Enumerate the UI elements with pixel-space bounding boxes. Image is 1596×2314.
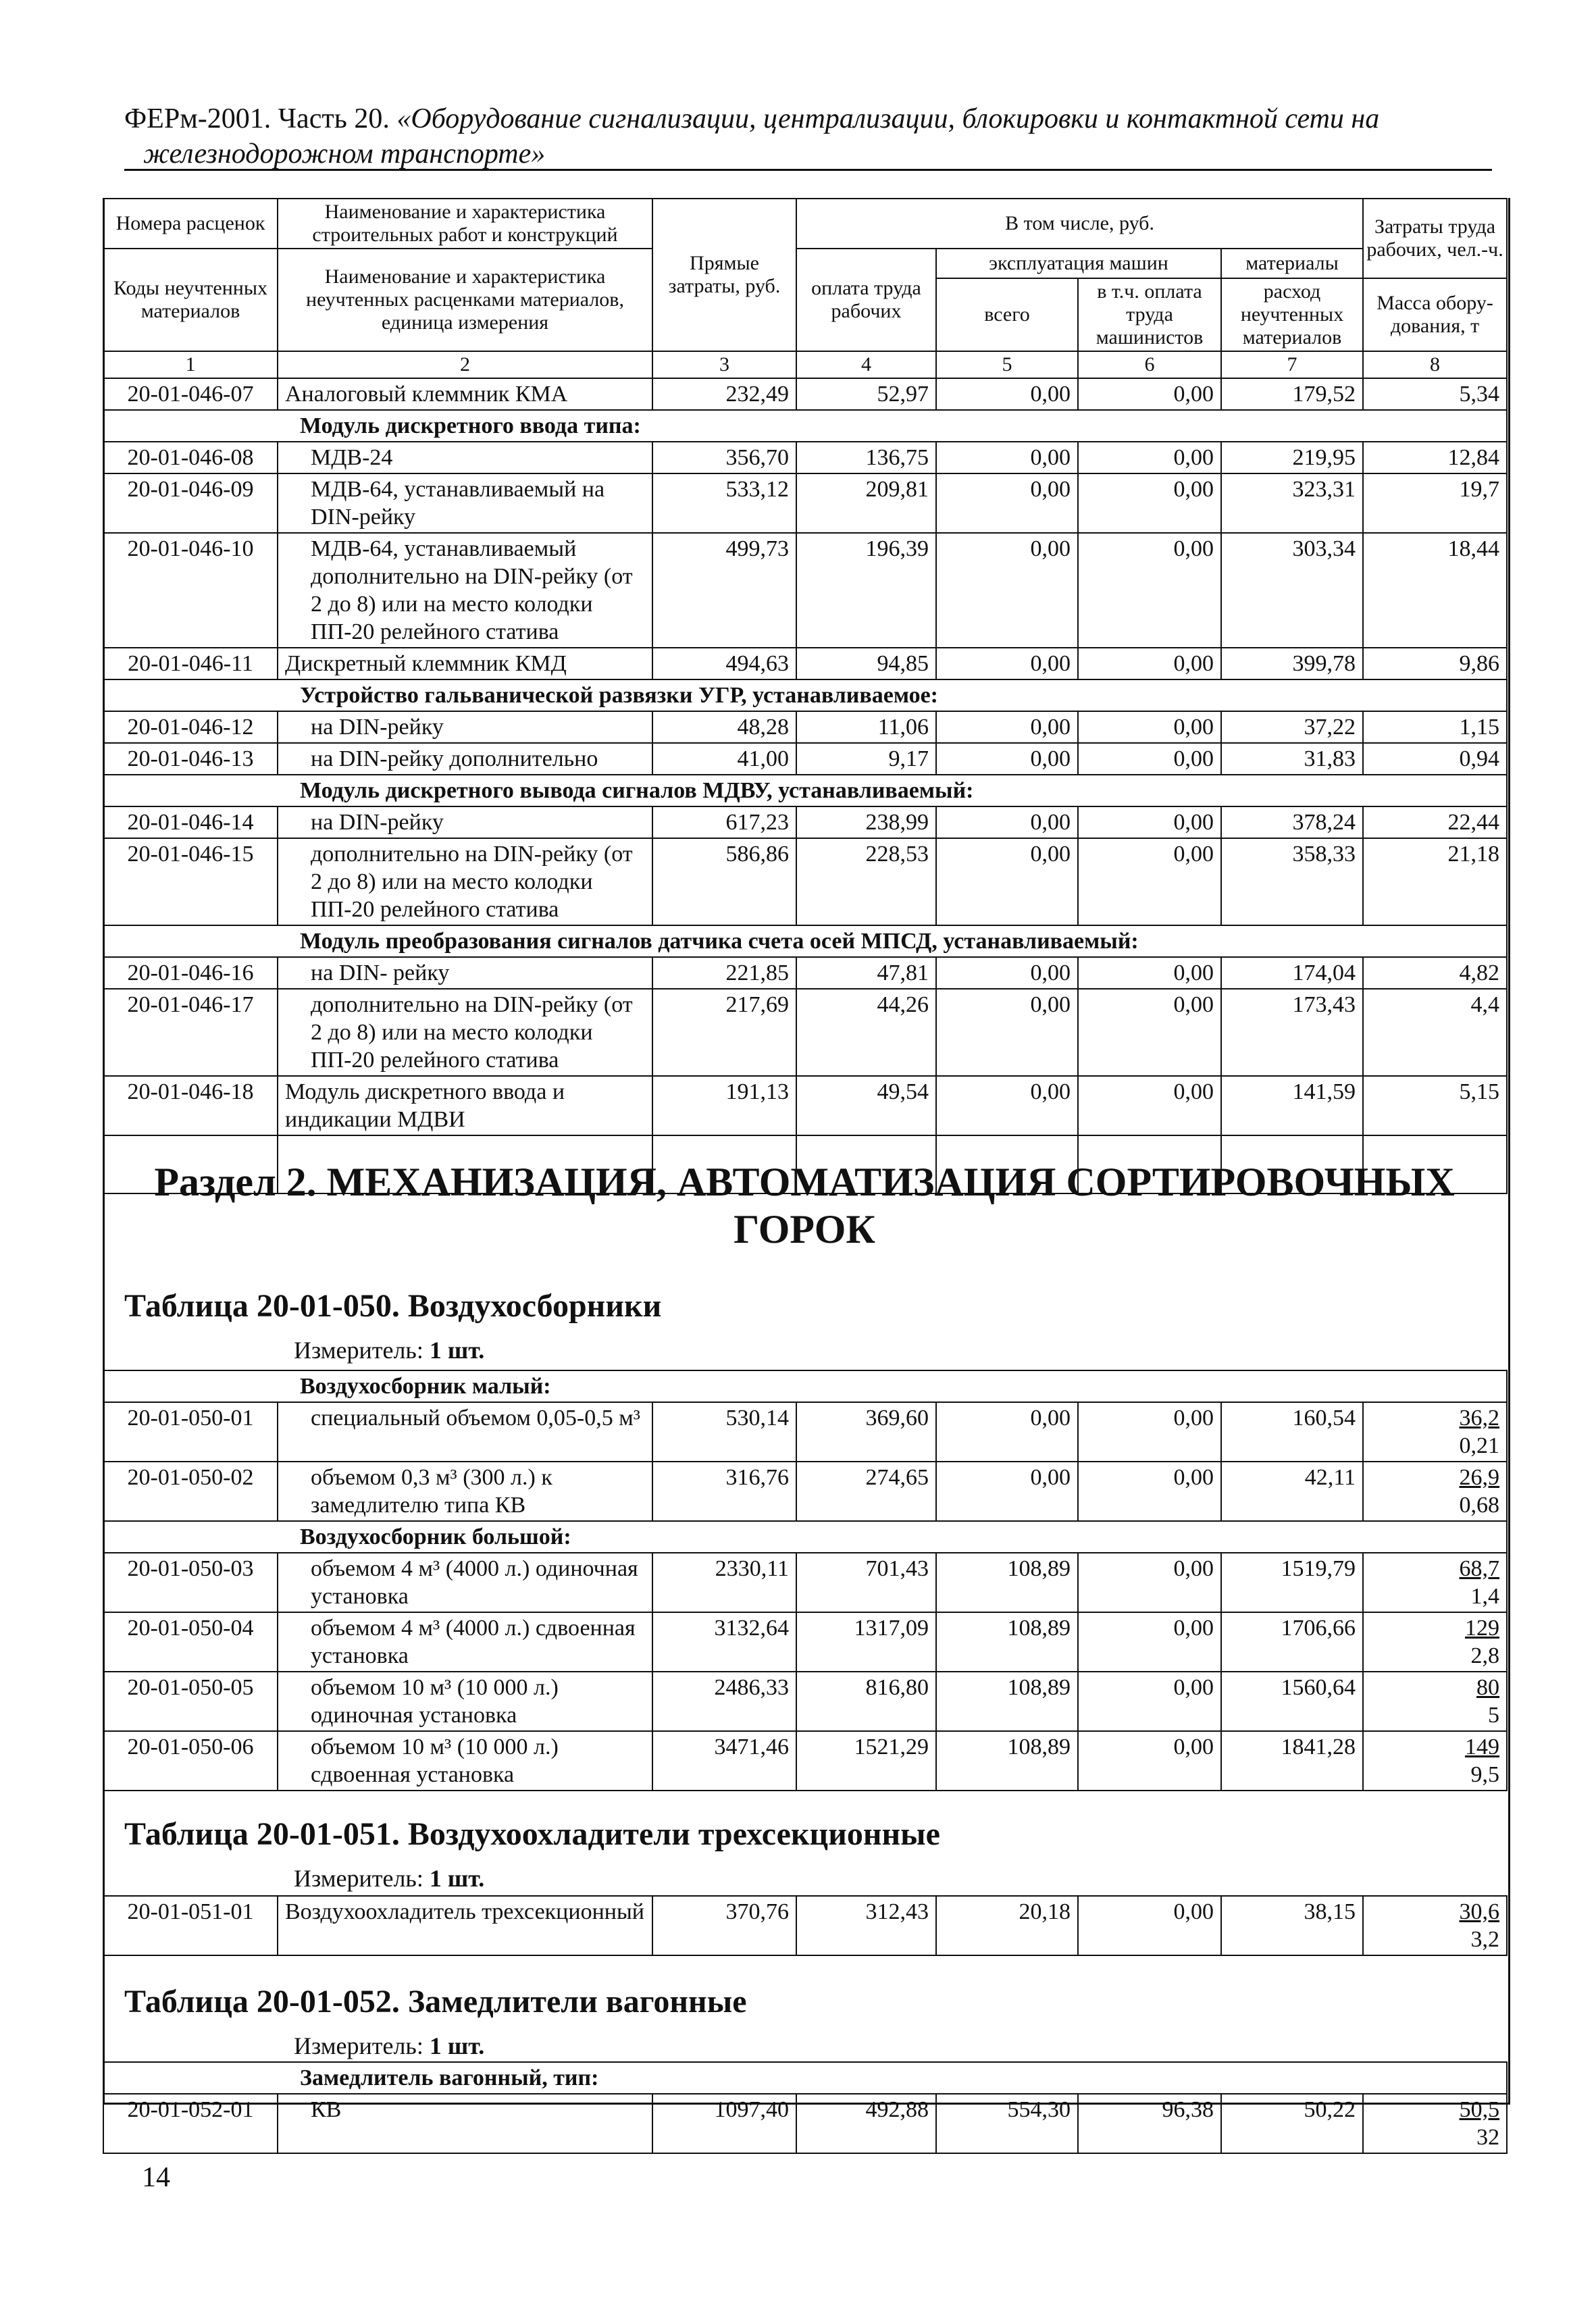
measure-050 xyxy=(294,1336,484,1364)
header-materials: материалы xyxy=(1221,249,1363,278)
materials-cost: 31,83 xyxy=(1221,743,1363,775)
table-row xyxy=(103,1402,1507,1462)
materials-cost: 1841,28 xyxy=(1221,1731,1363,1791)
table-row xyxy=(103,533,1507,648)
header-material-codes: Коды неучтенных материалов xyxy=(103,249,278,351)
machines-total: 108,89 xyxy=(936,1553,1078,1612)
operator-pay: 0,00 xyxy=(1078,957,1221,989)
direct-costs: 316,76 xyxy=(652,1462,796,1521)
direct-costs: 221,85 xyxy=(652,957,796,989)
header-machines-total: всего xyxy=(936,278,1078,351)
materials-cost: 174,04 xyxy=(1221,957,1363,989)
equipment-mass: 2,8 xyxy=(1470,1643,1500,1668)
measure-label: Измеритель: xyxy=(294,2032,430,2059)
worker-pay: 94,85 xyxy=(796,648,936,679)
labor-and-mass xyxy=(1363,1402,1507,1462)
machines-total: 554,30 xyxy=(936,2094,1078,2153)
rate-code: 20-01-046-07 xyxy=(103,378,278,410)
direct-costs: 48,28 xyxy=(652,711,796,743)
column-number: 6 xyxy=(1078,351,1221,378)
rate-name: на DIN-рейку xyxy=(278,806,652,838)
group-row xyxy=(103,925,1507,957)
column-number: 1 xyxy=(103,351,278,378)
direct-costs: 617,23 xyxy=(652,806,796,838)
rate-code: 20-01-050-02 xyxy=(103,1462,278,1521)
table-row xyxy=(103,1076,1507,1135)
materials-cost: 1519,79 xyxy=(1221,1553,1363,1612)
measure-label: Измеритель: xyxy=(294,1337,430,1364)
rate-name: на DIN-рейку дополнительно xyxy=(278,743,652,775)
rate-code: 20-01-050-06 xyxy=(103,1731,278,1791)
table-row xyxy=(103,1672,1507,1731)
worker-pay: 1521,29 xyxy=(796,1731,936,1791)
group-heading: Воздухосборник большой: xyxy=(103,1521,1507,1553)
operator-pay: 0,00 xyxy=(1078,442,1221,473)
rate-name: объемом 10 м³ (10 000 л.) одиночная установка xyxy=(278,1672,652,1731)
equipment-mass: 0,68 xyxy=(1459,1493,1500,1518)
labor-hours: 50,5 xyxy=(1459,2097,1500,2122)
table-row xyxy=(103,989,1507,1076)
labor-and-mass xyxy=(1363,1896,1507,1955)
machines-total: 0,00 xyxy=(936,957,1078,989)
rate-code: 20-01-046-15 xyxy=(103,838,278,925)
measure-value: 1 шт. xyxy=(429,1865,485,1892)
labor-and-mass xyxy=(1363,1462,1507,1521)
rate-name: МДВ-24 xyxy=(278,442,652,473)
operator-pay: 0,00 xyxy=(1078,1553,1221,1612)
machines-total: 0,00 xyxy=(936,533,1078,648)
running-header xyxy=(124,101,1489,172)
operator-pay: 0,00 xyxy=(1078,1896,1221,1955)
operator-pay: 96,38 xyxy=(1078,2094,1221,2153)
column-number: 7 xyxy=(1221,351,1363,378)
rate-code: 20-01-046-16 xyxy=(103,957,278,989)
group-row xyxy=(103,679,1507,711)
rate-code: 20-01-051-01 xyxy=(103,1896,278,1955)
measure-value: 1 шт. xyxy=(429,2032,485,2059)
rate-code: 20-01-046-18 xyxy=(103,1076,278,1135)
measure-052 xyxy=(294,2032,484,2060)
operator-pay: 0,00 xyxy=(1078,1462,1221,1521)
worker-pay: 816,80 xyxy=(796,1672,936,1731)
materials-cost: 173,43 xyxy=(1221,989,1363,1076)
worker-pay: 312,43 xyxy=(796,1896,936,1955)
labor-and-mass xyxy=(1363,1731,1507,1791)
materials-cost: 37,22 xyxy=(1221,711,1363,743)
rate-name: Аналоговый клеммник КМА xyxy=(278,378,652,410)
table-row xyxy=(103,1462,1507,1521)
column-number: 4 xyxy=(796,351,936,378)
labor-hours: 129 xyxy=(1465,1616,1500,1641)
machines-total: 0,00 xyxy=(936,1462,1078,1521)
equipment-mass: 0,21 xyxy=(1459,1433,1500,1458)
equipment-mass: 9,5 xyxy=(1470,1762,1500,1787)
labor-mass: 18,44 xyxy=(1363,533,1507,648)
header-material-names: Наименование и характеристика неучтенных расценками материалов, единица измерения xyxy=(278,249,652,351)
worker-pay: 136,75 xyxy=(796,442,936,473)
materials-cost: 50,22 xyxy=(1221,2094,1363,2153)
table-row xyxy=(103,957,1507,989)
machines-total: 0,00 xyxy=(936,743,1078,775)
materials-cost: 38,15 xyxy=(1221,1896,1363,1955)
worker-pay: 209,81 xyxy=(796,473,936,533)
equipment-mass: 1,4 xyxy=(1470,1584,1500,1609)
worker-pay: 274,65 xyxy=(796,1462,936,1521)
direct-costs: 3132,64 xyxy=(652,1612,796,1672)
machines-total: 0,00 xyxy=(936,711,1078,743)
worker-pay: 11,06 xyxy=(796,711,936,743)
group-heading: Воздухосборник малый: xyxy=(103,1370,1507,1402)
materials-cost: 323,31 xyxy=(1221,473,1363,533)
labor-mass: 4,82 xyxy=(1363,957,1507,989)
price-table-050 xyxy=(103,1370,1508,1791)
header-operator-pay: в т.ч. оплата труда машинистов xyxy=(1078,278,1221,351)
machines-total: 0,00 xyxy=(936,442,1078,473)
direct-costs: 232,49 xyxy=(652,378,796,410)
worker-pay: 52,97 xyxy=(796,378,936,410)
operator-pay: 0,00 xyxy=(1078,648,1221,679)
materials-cost: 141,59 xyxy=(1221,1076,1363,1135)
header-direct-costs: Прямые затраты, руб. xyxy=(652,199,796,351)
equipment-mass: 5 xyxy=(1488,1703,1500,1728)
machines-total: 0,00 xyxy=(936,1076,1078,1135)
materials-cost: 399,78 xyxy=(1221,648,1363,679)
materials-cost: 160,54 xyxy=(1221,1402,1363,1462)
labor-mass: 9,86 xyxy=(1363,648,1507,679)
labor-hours: 80 xyxy=(1476,1675,1500,1700)
rate-code: 20-01-050-03 xyxy=(103,1553,278,1612)
table-row xyxy=(103,1553,1507,1612)
worker-pay: 492,88 xyxy=(796,2094,936,2153)
operator-pay: 0,00 xyxy=(1078,1731,1221,1791)
group-heading: Устройство гальванической развязки УГР, устанавливаемое: xyxy=(103,679,1507,711)
labor-hours: 68,7 xyxy=(1459,1556,1500,1581)
materials-cost: 219,95 xyxy=(1221,442,1363,473)
operator-pay: 0,00 xyxy=(1078,1672,1221,1731)
rate-name: КВ xyxy=(278,2094,652,2153)
labor-and-mass xyxy=(1363,1612,1507,1672)
header-worker-pay: оплата труда рабочих xyxy=(796,249,936,351)
machines-total: 0,00 xyxy=(936,648,1078,679)
labor-hours: 26,9 xyxy=(1459,1465,1500,1490)
table-row xyxy=(103,648,1507,679)
direct-costs: 499,73 xyxy=(652,533,796,648)
rate-code: 20-01-050-04 xyxy=(103,1612,278,1672)
group-row xyxy=(103,410,1507,442)
direct-costs: 3471,46 xyxy=(652,1731,796,1791)
column-number: 5 xyxy=(936,351,1078,378)
worker-pay: 369,60 xyxy=(796,1402,936,1462)
rate-code: 20-01-052-01 xyxy=(103,2094,278,2153)
group-row xyxy=(103,1370,1507,1402)
direct-costs: 530,14 xyxy=(652,1402,796,1462)
rate-code: 20-01-050-05 xyxy=(103,1672,278,1731)
worker-pay: 47,81 xyxy=(796,957,936,989)
group-heading: Модуль преобразования сигналов датчика счета осей МПСД, устанавливаемый: xyxy=(103,925,1507,957)
worker-pay: 228,53 xyxy=(796,838,936,925)
header-material-use: расход неучтенных материалов xyxy=(1221,278,1363,351)
table-row xyxy=(103,838,1507,925)
labor-mass: 4,4 xyxy=(1363,989,1507,1076)
column-number: 2 xyxy=(278,351,652,378)
operator-pay: 0,00 xyxy=(1078,838,1221,925)
rate-code: 20-01-046-17 xyxy=(103,989,278,1076)
header-doc-ref: ФЕРм-2001. Часть 20. xyxy=(124,103,397,134)
rate-code: 20-01-046-13 xyxy=(103,743,278,775)
worker-pay: 196,39 xyxy=(796,533,936,648)
table-row xyxy=(103,806,1507,838)
direct-costs: 191,13 xyxy=(652,1076,796,1135)
rate-name: Модуль дискретного ввода и индикации МДВИ xyxy=(278,1076,652,1135)
measure-label: Измеритель: xyxy=(294,1865,430,1892)
labor-mass: 1,15 xyxy=(1363,711,1507,743)
machines-total: 0,00 xyxy=(936,473,1078,533)
materials-cost: 1706,66 xyxy=(1221,1612,1363,1672)
worker-pay: 238,99 xyxy=(796,806,936,838)
table-row xyxy=(103,743,1507,775)
operator-pay: 0,00 xyxy=(1078,806,1221,838)
header-labor: Затраты труда рабочих, чел.-ч. xyxy=(1363,199,1507,278)
operator-pay: 0,00 xyxy=(1078,1402,1221,1462)
group-row xyxy=(103,2062,1507,2094)
materials-cost: 42,11 xyxy=(1221,1462,1363,1521)
labor-mass: 5,15 xyxy=(1363,1076,1507,1135)
rate-name: объемом 10 м³ (10 000 л.) сдвоенная установка xyxy=(278,1731,652,1791)
header-mass: Масса обору-дования, т xyxy=(1363,278,1507,351)
materials-cost: 378,24 xyxy=(1221,806,1363,838)
rate-code: 20-01-046-12 xyxy=(103,711,278,743)
operator-pay: 0,00 xyxy=(1078,378,1221,410)
rate-name: Воздухоохладитель трехсекционный xyxy=(278,1896,652,1955)
direct-costs: 370,76 xyxy=(652,1896,796,1955)
worker-pay: 9,17 xyxy=(796,743,936,775)
worker-pay: 1317,09 xyxy=(796,1612,936,1672)
column-number: 3 xyxy=(652,351,796,378)
labor-and-mass xyxy=(1363,2094,1507,2153)
machines-total: 0,00 xyxy=(936,838,1078,925)
rate-name: МДВ-64, устанавливаемый на DIN-рейку xyxy=(278,473,652,533)
operator-pay: 0,00 xyxy=(1078,711,1221,743)
group-heading: Модуль дискретного ввода типа: xyxy=(103,410,1507,442)
header-title-line1: «Оборудование сигнализации, централизации, блокировки и контактной сети на xyxy=(396,103,1380,134)
labor-mass: 0,94 xyxy=(1363,743,1507,775)
direct-costs: 533,12 xyxy=(652,473,796,533)
worker-pay: 49,54 xyxy=(796,1076,936,1135)
direct-costs: 2330,11 xyxy=(652,1553,796,1612)
rate-name: МДВ-64, устанавливаемый дополнительно на DIN-рейку (от 2 до 8) или на место колодки ПП-20 релейного статива xyxy=(278,533,652,648)
worker-pay: 701,43 xyxy=(796,1553,936,1612)
equipment-mass: 32 xyxy=(1476,2125,1500,2150)
direct-costs: 586,86 xyxy=(652,838,796,925)
group-row xyxy=(103,1521,1507,1553)
rate-name: объемом 4 м³ (4000 л.) одиночная установка xyxy=(278,1553,652,1612)
materials-cost: 179,52 xyxy=(1221,378,1363,410)
operator-pay: 0,00 xyxy=(1078,989,1221,1076)
group-heading: Замедлитель вагонный, тип: xyxy=(103,2062,1507,2094)
rate-name: на DIN- рейку xyxy=(278,957,652,989)
rate-name: Дискретный клеммник КМД xyxy=(278,648,652,679)
table-title-050: Таблица 20-01-050. Воздухосборники xyxy=(124,1288,662,1324)
rate-code: 20-01-046-10 xyxy=(103,533,278,648)
table-row xyxy=(103,378,1507,410)
operator-pay: 0,00 xyxy=(1078,743,1221,775)
labor-and-mass xyxy=(1363,1553,1507,1612)
machines-total: 0,00 xyxy=(936,989,1078,1076)
labor-and-mass xyxy=(1363,1672,1507,1731)
materials-cost: 358,33 xyxy=(1221,838,1363,925)
table-title-052: Таблица 20-01-052. Замедлители вагонные xyxy=(124,1984,747,2020)
labor-hours: 149 xyxy=(1465,1734,1500,1759)
machines-total: 108,89 xyxy=(936,1612,1078,1672)
table-title-051: Таблица 20-01-051. Воздухоохладители трехсекционные xyxy=(124,1816,940,1852)
labor-mass: 22,44 xyxy=(1363,806,1507,838)
machines-total: 0,00 xyxy=(936,1402,1078,1462)
rate-name: специальный объемом 0,05-0,5 м³ xyxy=(278,1402,652,1462)
labor-hours: 36,2 xyxy=(1459,1406,1500,1431)
page-number: 14 xyxy=(142,2162,170,2193)
section-title: Раздел 2. МЕХАНИЗАЦИЯ, АВТОМАТИЗАЦИЯ СОРТИРОВОЧНЫХ ГОРОК xyxy=(154,1160,1455,1252)
operator-pay: 0,00 xyxy=(1078,1076,1221,1135)
header-name: Наименование и характеристика строительных работ и конструкций xyxy=(278,199,652,249)
table-row xyxy=(103,2094,1507,2153)
direct-costs: 217,69 xyxy=(652,989,796,1076)
header-code: Номера расценок xyxy=(103,199,278,249)
table-header xyxy=(103,199,1507,378)
rate-name: на DIN-рейку xyxy=(278,711,652,743)
machines-total: 108,89 xyxy=(936,1672,1078,1731)
column-number: 8 xyxy=(1363,351,1507,378)
rate-code: 20-01-050-01 xyxy=(103,1402,278,1462)
measure-051 xyxy=(294,1864,484,1893)
table-row xyxy=(103,473,1507,533)
worker-pay: 44,26 xyxy=(796,989,936,1076)
price-table-051 xyxy=(103,1895,1508,1956)
machines-total: 108,89 xyxy=(936,1731,1078,1791)
group-row xyxy=(103,775,1507,806)
labor-mass: 21,18 xyxy=(1363,838,1507,925)
direct-costs: 41,00 xyxy=(652,743,796,775)
direct-costs: 494,63 xyxy=(652,648,796,679)
table-row xyxy=(103,1612,1507,1672)
rate-code: 20-01-046-14 xyxy=(103,806,278,838)
price-table-052 xyxy=(103,2061,1508,2154)
rate-code: 20-01-046-11 xyxy=(103,648,278,679)
machines-total: 0,00 xyxy=(936,806,1078,838)
measure-value: 1 шт. xyxy=(429,1337,485,1364)
group-heading: Модуль дискретного вывода сигналов МДВУ, устанавливаемый: xyxy=(103,775,1507,806)
rate-name: объемом 4 м³ (4000 л.) сдвоенная установка xyxy=(278,1612,652,1672)
direct-costs: 1097,40 xyxy=(652,2094,796,2153)
rate-name: объемом 0,3 м³ (300 л.) к замедлителю типа КВ xyxy=(278,1462,652,1521)
operator-pay: 0,00 xyxy=(1078,1612,1221,1672)
direct-costs: 356,70 xyxy=(652,442,796,473)
table-row xyxy=(103,711,1507,743)
rate-code: 20-01-046-08 xyxy=(103,442,278,473)
table-row xyxy=(103,1896,1507,1955)
table-row xyxy=(103,1731,1507,1791)
operator-pay: 0,00 xyxy=(1078,533,1221,648)
rate-name: дополнительно на DIN-рейку (от 2 до 8) или на место колодки ПП-20 релейного статива xyxy=(278,989,652,1076)
machines-total: 20,18 xyxy=(936,1896,1078,1955)
price-table-046 xyxy=(103,198,1508,1194)
direct-costs: 2486,33 xyxy=(652,1672,796,1731)
rate-code: 20-01-046-09 xyxy=(103,473,278,533)
header-including: В том числе, руб. xyxy=(796,199,1363,249)
header-title-line2: железнодорожном транспорте» xyxy=(143,138,546,170)
header-rule xyxy=(124,169,1492,171)
labor-mass: 12,84 xyxy=(1363,442,1507,473)
materials-cost: 303,34 xyxy=(1221,533,1363,648)
operator-pay: 0,00 xyxy=(1078,473,1221,533)
equipment-mass: 3,2 xyxy=(1470,1927,1499,1952)
header-machines: эксплуатация машин xyxy=(936,249,1221,278)
machines-total: 0,00 xyxy=(936,378,1078,410)
labor-mass: 19,7 xyxy=(1363,473,1507,533)
labor-mass: 5,34 xyxy=(1363,378,1507,410)
labor-hours: 30,6 xyxy=(1459,1899,1499,1924)
table-row xyxy=(103,442,1507,473)
rate-name: дополнительно на DIN-рейку (от 2 до 8) или на место колодки ПП-20 релейного статива xyxy=(278,838,652,925)
materials-cost: 1560,64 xyxy=(1221,1672,1363,1731)
